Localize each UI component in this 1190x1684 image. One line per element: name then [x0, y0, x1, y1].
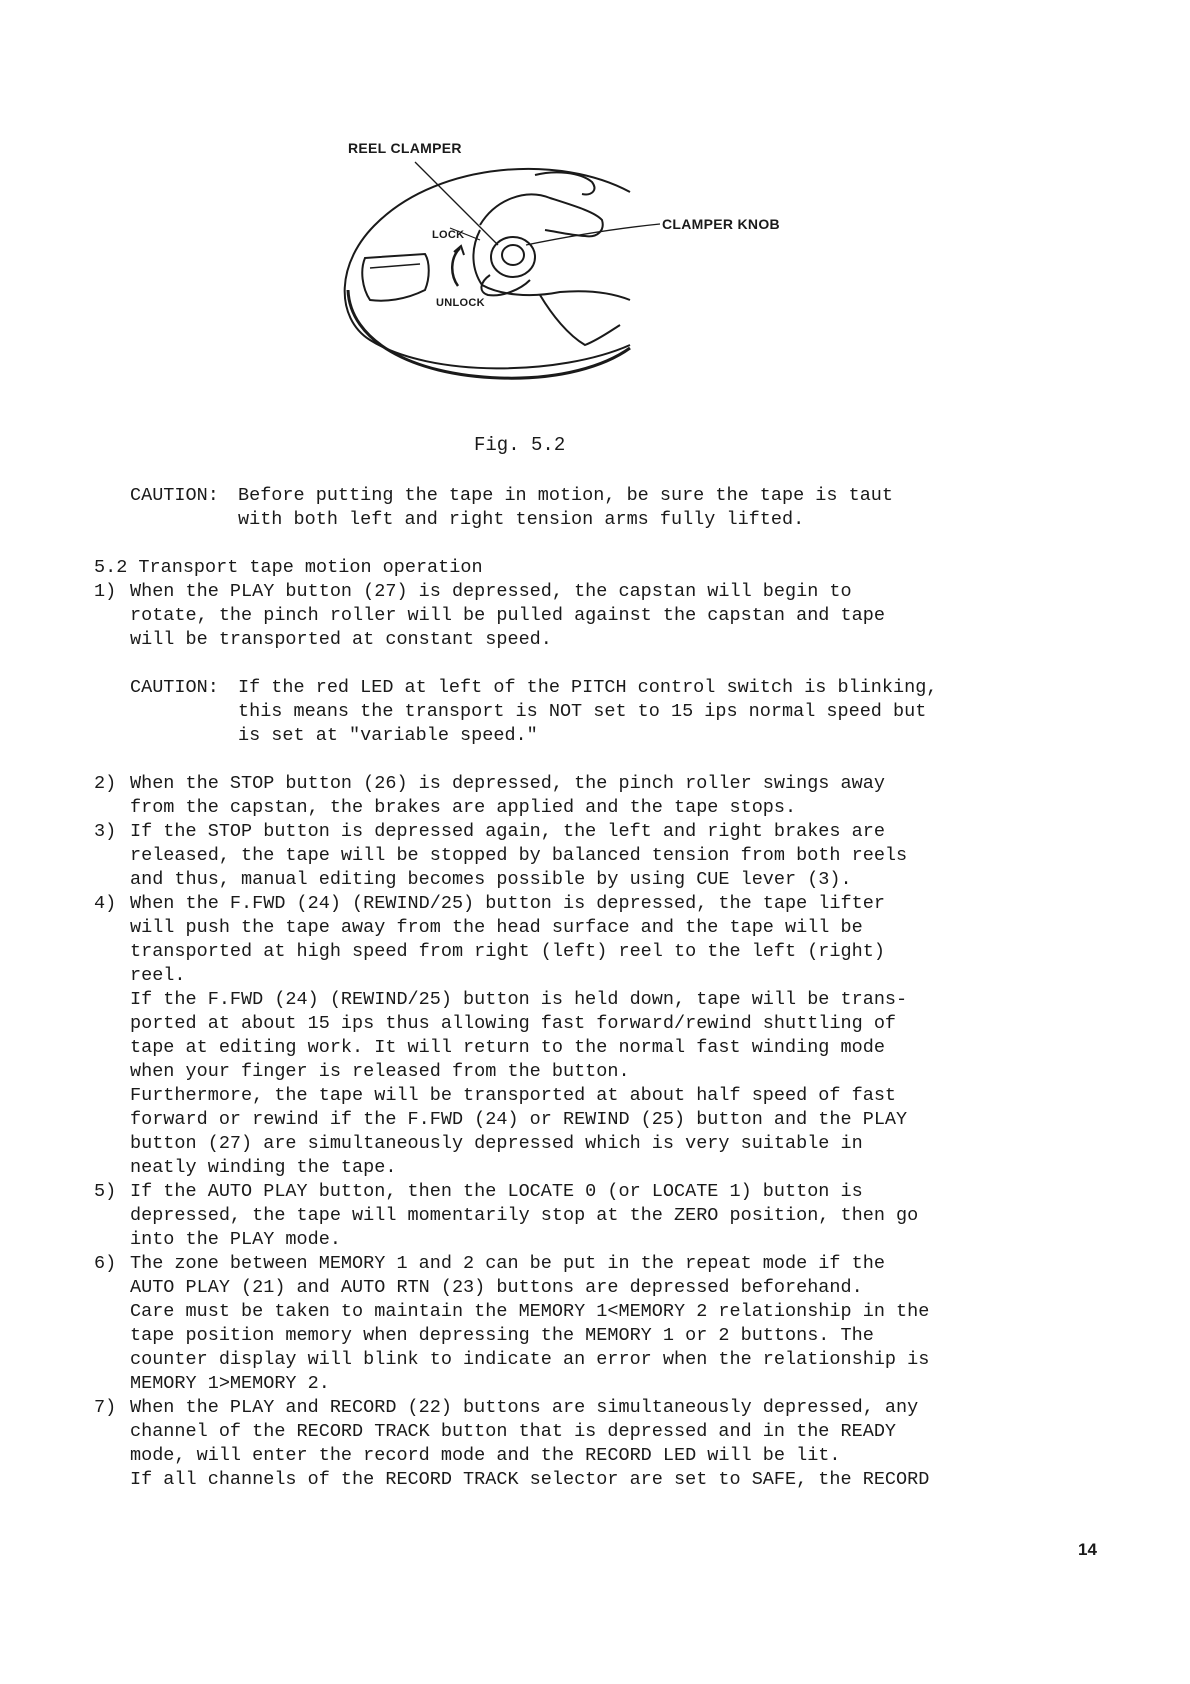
item-text-line: AUTO PLAY (21) and AUTO RTN (23) buttons are depressed beforehand. [130, 1277, 863, 1298]
item-text-line: tape at editing work. It will return to the normal fast winding mode [130, 1037, 885, 1058]
item-text-line: If all channels of the RECORD TRACK selector are set to SAFE, the RECORD [130, 1469, 930, 1490]
unlock-label: UNLOCK [436, 297, 485, 309]
item-text-line: when your finger is released from the button. [130, 1061, 630, 1082]
item-text-line: depressed, the tape will momentarily stop at the ZERO position, then go [130, 1205, 919, 1226]
clamper-knob-leader [526, 224, 660, 245]
caution-label: CAUTION: [130, 485, 219, 506]
reel-window [362, 254, 428, 301]
item-text-line: When the PLAY button (27) is depressed, the capstan will begin to [130, 581, 852, 602]
item-text-line: tape position memory when depressing the MEMORY 1 or 2 buttons. The [130, 1325, 874, 1346]
item-text-line: will be transported at constant speed. [130, 629, 552, 650]
caution-line: is set at "variable speed." [238, 725, 538, 746]
item-text-line: forward or rewind if the F.FWD (24) or REWIND (25) button and the PLAY [130, 1109, 908, 1130]
item-text-line: counter display will blink to indicate an error when the relationship is [130, 1349, 930, 1370]
item-text-line: When the F.FWD (24) (REWIND/25) button is depressed, the tape lifter [130, 893, 885, 914]
item-text-line: released, the tape will be stopped by balanced tension from both reels [130, 845, 908, 866]
item-text-line: rotate, the pinch roller will be pulled against the capstan and tape [130, 605, 885, 626]
item-text-line: and thus, manual editing becomes possible by using CUE lever (3). [130, 869, 852, 890]
item-text-line: Care must be taken to maintain the MEMORY 1<MEMORY 2 relationship in the [130, 1301, 930, 1322]
item-text-line: from the capstan, the brakes are applied and the tape stops. [130, 797, 797, 818]
figure-caption: Fig. 5.2 [474, 434, 566, 456]
reel-clamper-label: REEL CLAMPER [348, 140, 462, 156]
clamper-knob [491, 237, 535, 277]
item-text-line: The zone between MEMORY 1 and 2 can be put in the repeat mode if the [130, 1253, 885, 1274]
reel-disc-rim [348, 290, 630, 378]
item-text-line: into the PLAY mode. [130, 1229, 341, 1250]
item-text-line: transported at high speed from right (left) reel to the left (right) [130, 941, 885, 962]
item-text-line: neatly winding the tape. [130, 1157, 397, 1178]
item-text-line: will push the tape away from the head surface and the tape will be [130, 917, 863, 938]
item-number: 5) [94, 1181, 117, 1202]
item-text-line: Furthermore, the tape will be transported at about half speed of fast [130, 1085, 897, 1106]
item-text-line: button (27) are simultaneously depressed which is very suitable in [130, 1133, 863, 1154]
item-text-line: MEMORY 1>MEMORY 2. [130, 1373, 330, 1394]
caution-line: Before putting the tape in motion, be sure the tape is taut [238, 485, 894, 506]
item-number: 4) [94, 893, 117, 914]
reel-disc-outline [345, 169, 630, 369]
lock-unlock-arrow [452, 248, 460, 286]
section-heading: 5.2 Transport tape motion operation [94, 557, 483, 578]
item-number: 1) [94, 581, 117, 602]
item-text-line: If the F.FWD (24) (REWIND/25) button is held down, tape will be trans- [130, 989, 908, 1010]
item-text-line: ported at about 15 ips thus allowing fast forward/rewind shuttling of [130, 1013, 897, 1034]
item-text-line: If the STOP button is depressed again, the left and right brakes are [130, 821, 885, 842]
item-text-line: channel of the RECORD TRACK button that is depressed and in the READY [130, 1421, 897, 1442]
caution-label: CAUTION: [130, 677, 219, 698]
clamper-knob-label: CLAMPER KNOB [662, 216, 780, 232]
reel-clamper-figure [330, 140, 780, 430]
item-text-line: When the PLAY and RECORD (22) buttons are simultaneously depressed, any [130, 1397, 919, 1418]
item-number: 3) [94, 821, 117, 842]
item-text-line: When the STOP button (26) is depressed, the pinch roller swings away [130, 773, 885, 794]
item-number: 7) [94, 1397, 117, 1418]
page-number: 14 [1078, 1540, 1097, 1559]
hand-drawing [480, 194, 603, 236]
item-text-line: reel. [130, 965, 186, 986]
lock-label: LOCK [432, 229, 465, 241]
item-number: 6) [94, 1253, 117, 1274]
item-text-line: If the AUTO PLAY button, then the LOCATE 0 (or LOCATE 1) button is [130, 1181, 863, 1202]
reel-clamper-drawing [330, 140, 690, 430]
item-number: 2) [94, 773, 117, 794]
caution-line: If the red LED at left of the PITCH control switch is blinking, [238, 677, 938, 698]
caution-line: with both left and right tension arms fully lifted. [238, 509, 805, 530]
item-text-line: mode, will enter the record mode and the RECORD LED will be lit. [130, 1445, 841, 1466]
caution-line: this means the transport is NOT set to 15 ips normal speed but [238, 701, 927, 722]
